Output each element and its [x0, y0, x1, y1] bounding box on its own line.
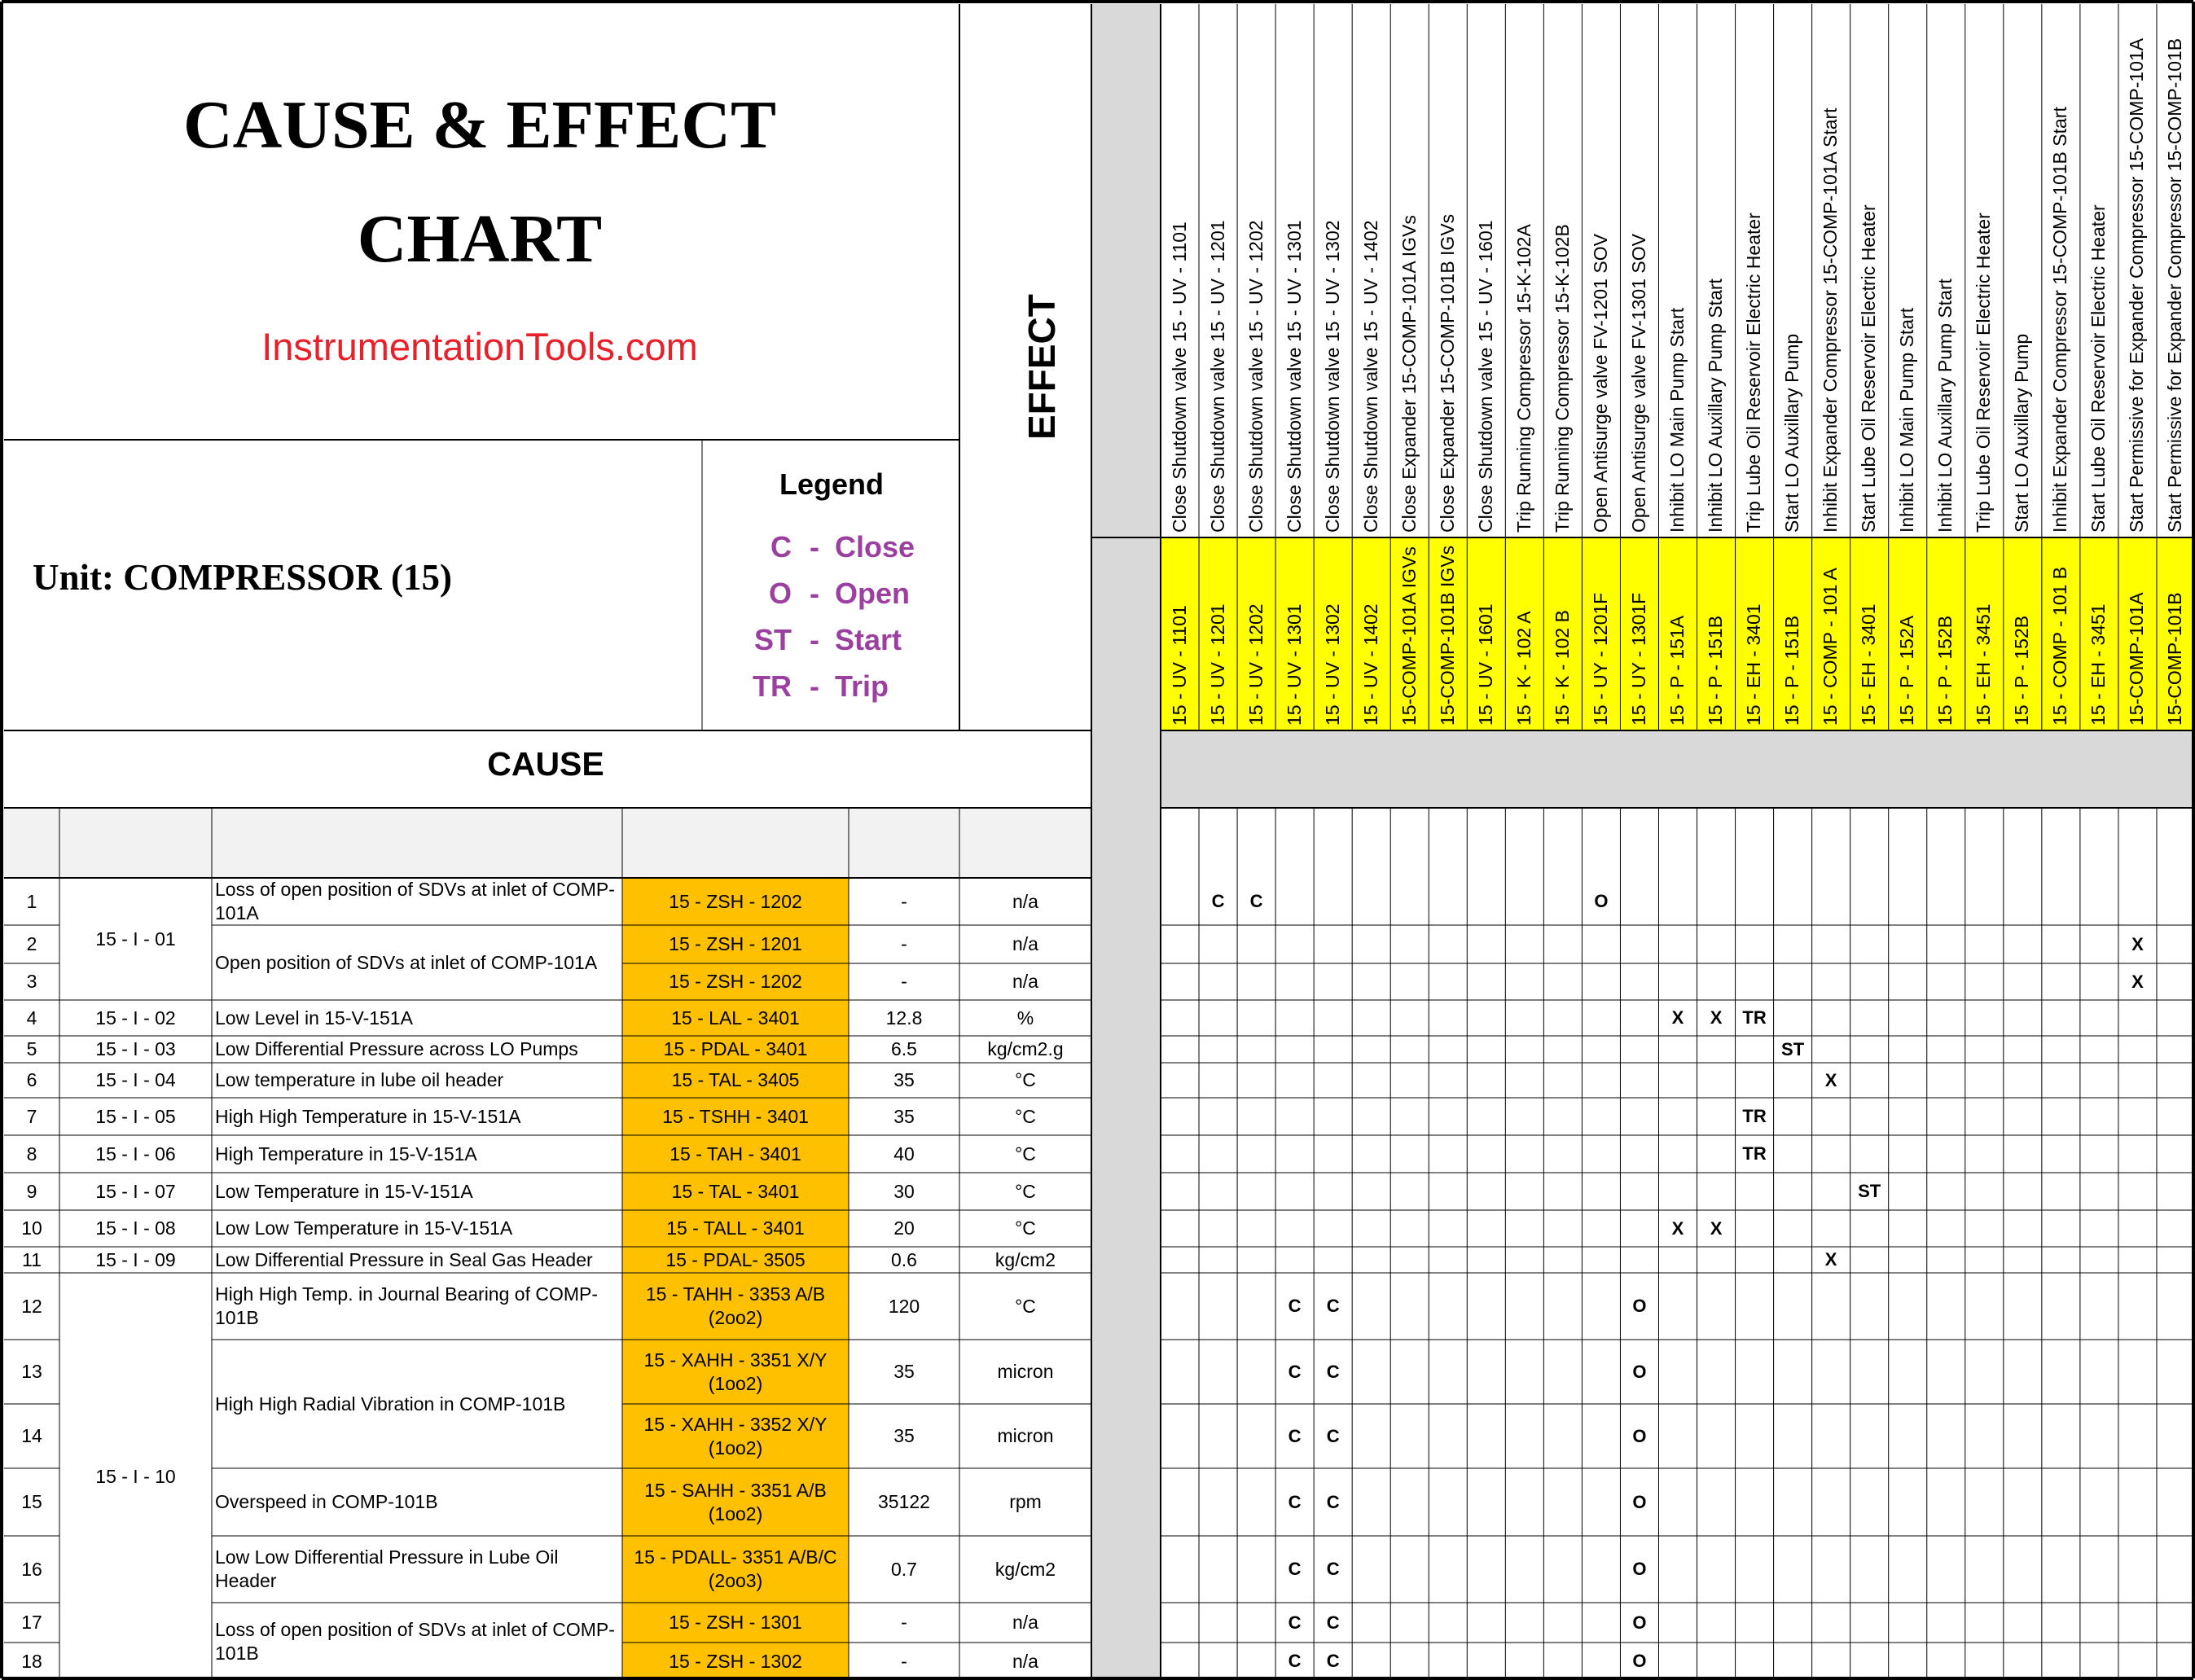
- site-name: InstrumentationTools.com: [261, 325, 698, 368]
- unit-label: Unit: COMPRESSOR (15): [33, 557, 452, 598]
- row-description: Low temperature in lube oil header: [212, 1063, 622, 1098]
- matrix-mark: C: [1249, 891, 1263, 911]
- row-sno: 14: [21, 1425, 42, 1447]
- row-actuated-by: 15 - SAHH - 3351 A/B (1oo2): [644, 1479, 827, 1524]
- row-sno: 4: [26, 1007, 37, 1029]
- effect-column-description: Inhibit LO Main Pump Start: [1666, 307, 1688, 533]
- effect-column-description: Trip Running Compressor 15-K-102B: [1551, 224, 1573, 533]
- matrix-mark: X: [1671, 1217, 1684, 1239]
- row-alarm-value: -: [901, 1650, 907, 1672]
- row-actuated-by: 15 - ZSH - 1202: [669, 971, 802, 993]
- row-alarm-value: 35: [893, 1361, 915, 1383]
- effect-column-description: Start Permissive for Expander Compressor 15-COMP-101A: [2126, 37, 2148, 533]
- matrix-mark: X: [1671, 1007, 1684, 1028]
- effect-column-description: Close Shutdown valve 15 - UV - 1301: [1283, 220, 1305, 533]
- row-description: Loss of open position of SDVs at inlet of COMP-101A: [212, 878, 622, 925]
- effect-column-action: 15 - EH - 3451: [2087, 603, 2109, 726]
- legend-meaning: Trip: [835, 669, 889, 703]
- row-alarm-value: 12.8: [885, 1007, 923, 1029]
- row-sno: 1: [26, 890, 37, 912]
- effect-column-description: Trip Running Compressor 15-K-102A: [1512, 224, 1534, 533]
- row-description: High High Temperature in 15-V-151A: [212, 1098, 622, 1135]
- effect-column-action: 15 - UY - 1301F: [1627, 592, 1649, 726]
- legend-code: C: [770, 530, 792, 564]
- matrix-mark: C: [1326, 1559, 1340, 1579]
- legend-code: TR: [753, 669, 792, 703]
- row-interlock-number: 15 - I - 08: [59, 1210, 212, 1247]
- row-interlock-number: 15 - I - 07: [59, 1173, 212, 1210]
- legend-dash: -: [810, 623, 819, 656]
- effect-column-description: Inhibit Expander Compressor 15-COMP-101A Start: [1820, 107, 1842, 533]
- effect-column-description: Inhibit LO Auxillary Pump Start: [1705, 279, 1727, 533]
- row-interlock-number: 15 - I - 06: [59, 1135, 212, 1173]
- legend-title: Legend: [779, 467, 885, 501]
- effect-column-description: Inhibit LO Auxillary Pump Start: [1934, 279, 1956, 533]
- effect-column-action: 15-COMP-101B IGVs: [1436, 545, 1458, 726]
- row-interlock-number: 15 - I - 01: [59, 878, 212, 1000]
- row-actuated-by: 15 - TAHH - 3353 A/B (2oo2): [645, 1283, 826, 1328]
- row-actuated-by: 15 - XAHH - 3351 X/Y (1oo2): [643, 1349, 828, 1394]
- row-interlock-number: 15 - I - 09: [59, 1247, 212, 1273]
- row-sno: 3: [26, 971, 37, 993]
- effect-column-description: Close Shutdown valve 15 - UV - 1201: [1206, 220, 1228, 533]
- legend-code: O: [768, 577, 792, 610]
- effect-column-description: Start Permissive for Expander Compressor 15-COMP-101B: [2164, 37, 2186, 533]
- row-interlock-number: 15 - I - 10: [59, 1273, 212, 1680]
- row-actuated-by: 15 - ZSH - 1301: [669, 1612, 802, 1634]
- matrix-mark: O: [1632, 1296, 1647, 1316]
- row-alarm-value: -: [901, 1612, 907, 1634]
- row-sno: 9: [26, 1180, 37, 1202]
- effect-column-description: Close Shutdown valve 15 - UV - 1202: [1245, 220, 1267, 533]
- row-units: kg/cm2: [994, 1248, 1056, 1270]
- matrix-mark: O: [1632, 1651, 1647, 1671]
- matrix-mark: ST: [1781, 1038, 1805, 1059]
- row-units: °C: [1015, 1105, 1036, 1127]
- effect-column-action: 15 - EH - 3401: [1858, 603, 1880, 726]
- row-alarm-value: 35: [893, 1425, 915, 1447]
- matrix-mark: O: [1594, 891, 1609, 911]
- row-actuated-by: 15 - ZSH - 1202: [669, 890, 802, 912]
- matrix-mark: TR: [1742, 1106, 1767, 1126]
- matrix-mark: C: [1326, 1296, 1340, 1316]
- row-alarm-value: 0.6: [891, 1248, 917, 1270]
- cause-title: CAUSE: [487, 745, 604, 783]
- row-alarm-value: 35: [893, 1105, 915, 1127]
- row-actuated-by: 15 - XAHH - 3352 X/Y (1oo2): [643, 1413, 828, 1458]
- row-description: Loss of open position of SDVs at inlet of COMP-101B: [212, 1603, 622, 1680]
- legend-dash: -: [810, 669, 819, 703]
- row-description: Low Differential Pressure across LO Pumps: [212, 1036, 622, 1063]
- row-sno: 15: [21, 1491, 42, 1513]
- effect-column-description: Close Shutdown valve 15 - UV - 1601: [1474, 220, 1496, 533]
- matrix-mark: C: [1326, 1612, 1340, 1633]
- effect-column-action: 15 - COMP - 101 A: [1820, 568, 1842, 726]
- effect-column-description: Start LO Auxillary Pump: [2011, 333, 2033, 533]
- row-units: °C: [1015, 1295, 1036, 1317]
- effect-column-description: Open Antisurge valve FV-1301 SOV: [1627, 234, 1649, 533]
- row-actuated-by: 15 - TALL - 3401: [666, 1217, 805, 1239]
- row-alarm-value: -: [901, 890, 907, 912]
- row-description: High High Temp. in Journal Bearing of COMP-101B: [212, 1273, 622, 1340]
- legend-dash: -: [810, 530, 819, 564]
- row-interlock-number: 15 - I - 02: [59, 1000, 212, 1036]
- legend-meaning: Open: [835, 577, 911, 610]
- matrix-mark: C: [1288, 1612, 1302, 1633]
- row-units: n/a: [1012, 890, 1038, 912]
- row-alarm-value: 35: [893, 1069, 915, 1091]
- matrix-mark: TR: [1742, 1143, 1767, 1164]
- effect-column-action: 15 - UV - 1202: [1245, 603, 1267, 726]
- effect-column-description: Close Expander 15-COMP-101B IGVs: [1436, 213, 1458, 533]
- matrix-mark: O: [1632, 1612, 1647, 1633]
- matrix-mark: C: [1211, 891, 1225, 911]
- row-sno: 16: [21, 1558, 42, 1580]
- row-units: micron: [997, 1425, 1054, 1447]
- row-units: kg/cm2.g: [987, 1038, 1064, 1060]
- matrix-mark: C: [1288, 1361, 1302, 1382]
- matrix-mark: C: [1288, 1296, 1302, 1316]
- row-units: °C: [1015, 1180, 1036, 1202]
- effect-column-description: Inhibit Expander Compressor 15-COMP-101B Start: [2049, 107, 2071, 533]
- matrix-mark: O: [1632, 1425, 1647, 1446]
- matrix-mark: X: [1710, 1217, 1723, 1239]
- row-actuated-by: 15 - TAH - 3401: [669, 1143, 801, 1165]
- effect-column-action: 15 - P - 152B: [2011, 615, 2033, 726]
- row-description: Open position of SDVs at inlet of COMP-101A: [212, 925, 622, 1000]
- row-units: n/a: [1012, 971, 1038, 993]
- matrix-mark: C: [1288, 1559, 1302, 1579]
- effect-column-description: Start Lube Oil Reservoir Electric Heater: [2087, 204, 2109, 533]
- effect-column-action: 15 - UV - 1201: [1206, 603, 1228, 726]
- row-actuated-by: 15 - TSHH - 3401: [662, 1105, 809, 1127]
- row-sno: 13: [21, 1361, 42, 1383]
- row-units: n/a: [1012, 1612, 1038, 1634]
- matrix-mark: X: [2131, 933, 2144, 954]
- matrix-mark: TR: [1742, 1007, 1767, 1028]
- row-alarm-value: 20: [893, 1217, 915, 1239]
- matrix-mark: C: [1326, 1491, 1340, 1512]
- row-actuated-by: 15 - ZSH - 1201: [669, 933, 802, 955]
- effect-column-description: Open Antisurge valve FV-1201 SOV: [1589, 234, 1611, 533]
- row-description: Low Low Differential Pressure in Lube Oil Header: [212, 1536, 622, 1603]
- effect-column-description: Close Shutdown valve 15 - UV - 1101: [1168, 222, 1190, 533]
- matrix-mark: C: [1326, 1425, 1340, 1446]
- effect-column-action: 15 - P - 151B: [1705, 615, 1727, 726]
- effect-column-action: 15 - UV - 1402: [1359, 603, 1381, 726]
- row-units: °C: [1015, 1217, 1036, 1239]
- effect-column-description: Inhibit LO Main Pump Start: [1896, 307, 1918, 533]
- row-units: °C: [1015, 1069, 1036, 1091]
- row-alarm-value: -: [901, 971, 907, 993]
- matrix-mark: ST: [1858, 1181, 1881, 1201]
- row-sno: 7: [26, 1105, 37, 1127]
- effect-column-action: 15 - P - 151B: [1781, 615, 1803, 726]
- effect-column-action: 15 - K - 102 A: [1512, 611, 1534, 726]
- effect-label: EFFECT: [1021, 294, 1063, 440]
- row-actuated-by: 15 - LAL - 3401: [671, 1007, 800, 1029]
- row-alarm-value: 30: [893, 1180, 915, 1202]
- row-sno: 6: [26, 1069, 37, 1091]
- effect-column-action: 15 - EH - 3451: [1973, 603, 1995, 726]
- matrix-mark: C: [1326, 1361, 1340, 1382]
- effect-column-description: Trip Lube Oil Reservoir Electric Heater: [1743, 213, 1765, 533]
- row-actuated-by: 15 - TAL - 3405: [671, 1069, 800, 1091]
- effect-column-action: 15 - UY - 1201F: [1589, 592, 1611, 726]
- effect-column-description: Close Shutdown valve 15 - UV - 1302: [1321, 220, 1343, 533]
- row-alarm-value: 6.5: [891, 1038, 917, 1060]
- legend-dash: -: [810, 577, 819, 610]
- effect-column-action: 15 - UV - 1101: [1168, 605, 1190, 726]
- row-description: High Temperature in 15-V-151A: [212, 1135, 622, 1173]
- row-alarm-value: 35122: [878, 1491, 930, 1513]
- row-sno: 2: [26, 933, 37, 955]
- legend-code: ST: [753, 623, 792, 656]
- row-units: °C: [1015, 1143, 1036, 1165]
- legend-meaning: Start: [835, 623, 902, 656]
- row-actuated-by: 15 - PDAL - 3401: [663, 1038, 808, 1060]
- chart-title-line1: CAUSE & EFFECT: [182, 87, 777, 163]
- row-interlock-number: 15 - I - 04: [59, 1063, 212, 1098]
- effect-column-description: Start LO Auxillary Pump: [1781, 333, 1803, 533]
- matrix-mark: X: [1824, 1249, 1837, 1270]
- chart-title-line2: CHART: [357, 201, 603, 277]
- matrix-mark: X: [1710, 1007, 1723, 1028]
- matrix-mark: C: [1288, 1425, 1302, 1446]
- effect-column-action: 15 - P - 151A: [1666, 615, 1688, 726]
- effect-column-action: 15-COMP-101B: [2164, 592, 2186, 726]
- effect-column-action: 15 - K - 102 B: [1551, 610, 1573, 726]
- matrix-mark: C: [1326, 1651, 1340, 1671]
- effect-column-action: 15 - UV - 1301: [1283, 603, 1305, 726]
- row-actuated-by: 15 - PDAL- 3505: [665, 1248, 806, 1270]
- row-sno: 17: [21, 1612, 42, 1634]
- effect-column-action: 15 - UV - 1601: [1474, 603, 1496, 726]
- effect-column-action: 15-COMP-101A: [2126, 592, 2148, 726]
- effect-column-action: 15 - COMP - 101 B: [2049, 566, 2071, 726]
- row-sno: 18: [21, 1650, 42, 1672]
- row-description: Low Level in 15-V-151A: [212, 1000, 622, 1036]
- effect-column-description: Close Expander 15-COMP-101A IGVs: [1398, 215, 1420, 533]
- row-units: %: [1016, 1007, 1034, 1029]
- effect-column-action: 15 - P - 152B: [1934, 615, 1956, 726]
- matrix-mark: O: [1632, 1361, 1647, 1382]
- row-description: Low Low Temperature in 15-V-151A: [212, 1210, 622, 1247]
- row-sno: 11: [22, 1248, 42, 1270]
- row-actuated-by: 15 - ZSH - 1302: [669, 1650, 802, 1672]
- matrix-mark: X: [1824, 1069, 1837, 1090]
- row-actuated-by: 15 - TAL - 3401: [671, 1180, 800, 1202]
- row-units: n/a: [1012, 1650, 1038, 1672]
- row-alarm-value: -: [901, 933, 907, 955]
- legend-meaning: Close: [835, 530, 915, 564]
- matrix-mark: X: [2131, 971, 2144, 992]
- row-units: n/a: [1012, 933, 1038, 955]
- row-sno: 10: [21, 1217, 42, 1239]
- row-sno: 8: [26, 1143, 37, 1165]
- matrix-mark: O: [1632, 1491, 1647, 1512]
- matrix-mark: C: [1288, 1491, 1302, 1512]
- row-units: rpm: [1009, 1491, 1042, 1513]
- effect-column-action: 15 - EH - 3401: [1743, 603, 1765, 726]
- effect-column-action: 15 - P - 152A: [1896, 615, 1918, 726]
- effect-column-description: Start Lube Oil Reservoir Electric Heater: [1858, 204, 1880, 533]
- row-sno: 5: [26, 1038, 37, 1060]
- row-description: High High Radial Vibration in COMP-101B: [212, 1340, 622, 1468]
- row-alarm-value: 120: [888, 1295, 920, 1317]
- row-alarm-value: 40: [893, 1143, 915, 1165]
- row-description: Low Differential Pressure in Seal Gas Header: [212, 1247, 622, 1273]
- row-sno: 12: [21, 1295, 42, 1317]
- effect-column-action: 15-COMP-101A IGVs: [1398, 546, 1420, 726]
- row-actuated-by: 15 - PDALL- 3351 A/B/C (2oo3): [634, 1546, 837, 1591]
- matrix-mark: C: [1288, 1651, 1302, 1671]
- effect-column-description: Close Shutdown valve 15 - UV - 1402: [1359, 220, 1381, 533]
- row-interlock-number: 15 - I - 05: [59, 1098, 212, 1135]
- row-units: kg/cm2: [994, 1558, 1056, 1580]
- row-description: Overspeed in COMP-101B: [212, 1468, 622, 1536]
- row-units: micron: [997, 1361, 1054, 1383]
- effect-column-description: Trip Lube Oil Reservoir Electric Heater: [1973, 213, 1995, 533]
- row-description: Low Temperature in 15-V-151A: [212, 1173, 622, 1210]
- effect-column-action: 15 - UV - 1302: [1321, 603, 1343, 726]
- row-interlock-number: 15 - I - 03: [59, 1036, 212, 1063]
- row-alarm-value: 0.7: [891, 1558, 917, 1580]
- matrix-mark: O: [1632, 1559, 1647, 1579]
